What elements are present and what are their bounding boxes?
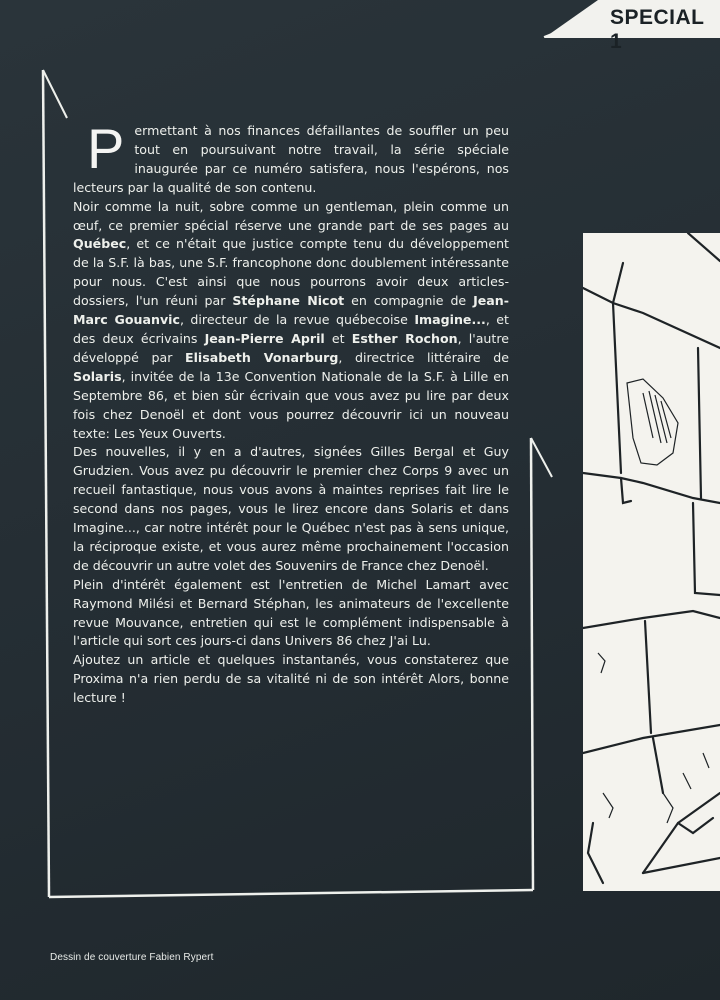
paragraph-nouvelles: Des nouvelles, il y en a d'autres, signées Gilles Bergal et Guy Grudzien. Vous avez pu découvrir le premier chez Corps 9 avec un recueil fantastique, nous vous avons à maintes reprises fait lire le second dans nos pages, vous le lirez encore dans Solaris et dans Imagine..., car notre intérêt pour le Québec n'est pas à sens unique, la réciproque existe, et vous aurez même prochainement l'occasion de découvrir un autre volet des Souvenirs de France chez Denoël. bbox=[73, 444, 509, 573]
paragraph-intro: Permettant à nos finances défaillantes de souffler un peu tout en poursuivant notre travail, la série spéciale inaugurée par ce numéro satisfera, nous l'espérons, nos lecteurs par la qualité de son contenu. bbox=[73, 117, 509, 195]
editorial-text bbox=[73, 117, 510, 708]
paragraph-entretien: Plein d'intérêt également est l'entretien de Michel Lamart avec Raymond Milési et Bernard Stéphan, les animateurs de l'excellente revue Mouvance, entretien qui est le complément indispensable à l'article qui sort ces jours-ci dans Univers 86 chez J'ai Lu. bbox=[73, 576, 509, 649]
paragraph-quebec: Noir comme la nuit, sobre comme un gentleman, plein comme un œuf, ce premier spécial réserve une grande part de ses pages au Québec, et ce n'était que justice compte tenu du développement de la S.F. là bas, une S.F. francophone donc doublement intéressante pour nous. C'est ainsi que nous pourrons avoir deux articles-dossiers, l'un réuni par Stéphane Nicot en compagnie de Jean-Marc Gouanvic, directeur de la revue québecoise Imagine..., et des deux écrivains Jean-Pierre April et Esther Rochon, l'autre développé par Elisabeth Vonarburg, directrice littéraire de Solaris, invitée de la 13e Convention Nationale de la S.F. à Lille en Septembre 86, et bien sûr écrivain que vous avez pu lire par deux fois chez Denoël et dont vous pourrez découvrir ici un nouveau texte: Les Yeux Ouverts. bbox=[73, 198, 510, 441]
cover-credit: Dessin de couverture Fabien Rypert bbox=[50, 952, 214, 963]
cover-drawing-fragment bbox=[583, 233, 720, 891]
drop-cap: P bbox=[87, 117, 125, 180]
header-label: SPECIAL 1 bbox=[610, 6, 705, 53]
paragraph-conclusion: Ajoutez un article et quelques instantanés, vous constaterez que Proxima n'a rien perdu de sa vitalité ni de son intérêt Alors, bonne lecture ! bbox=[73, 652, 509, 706]
